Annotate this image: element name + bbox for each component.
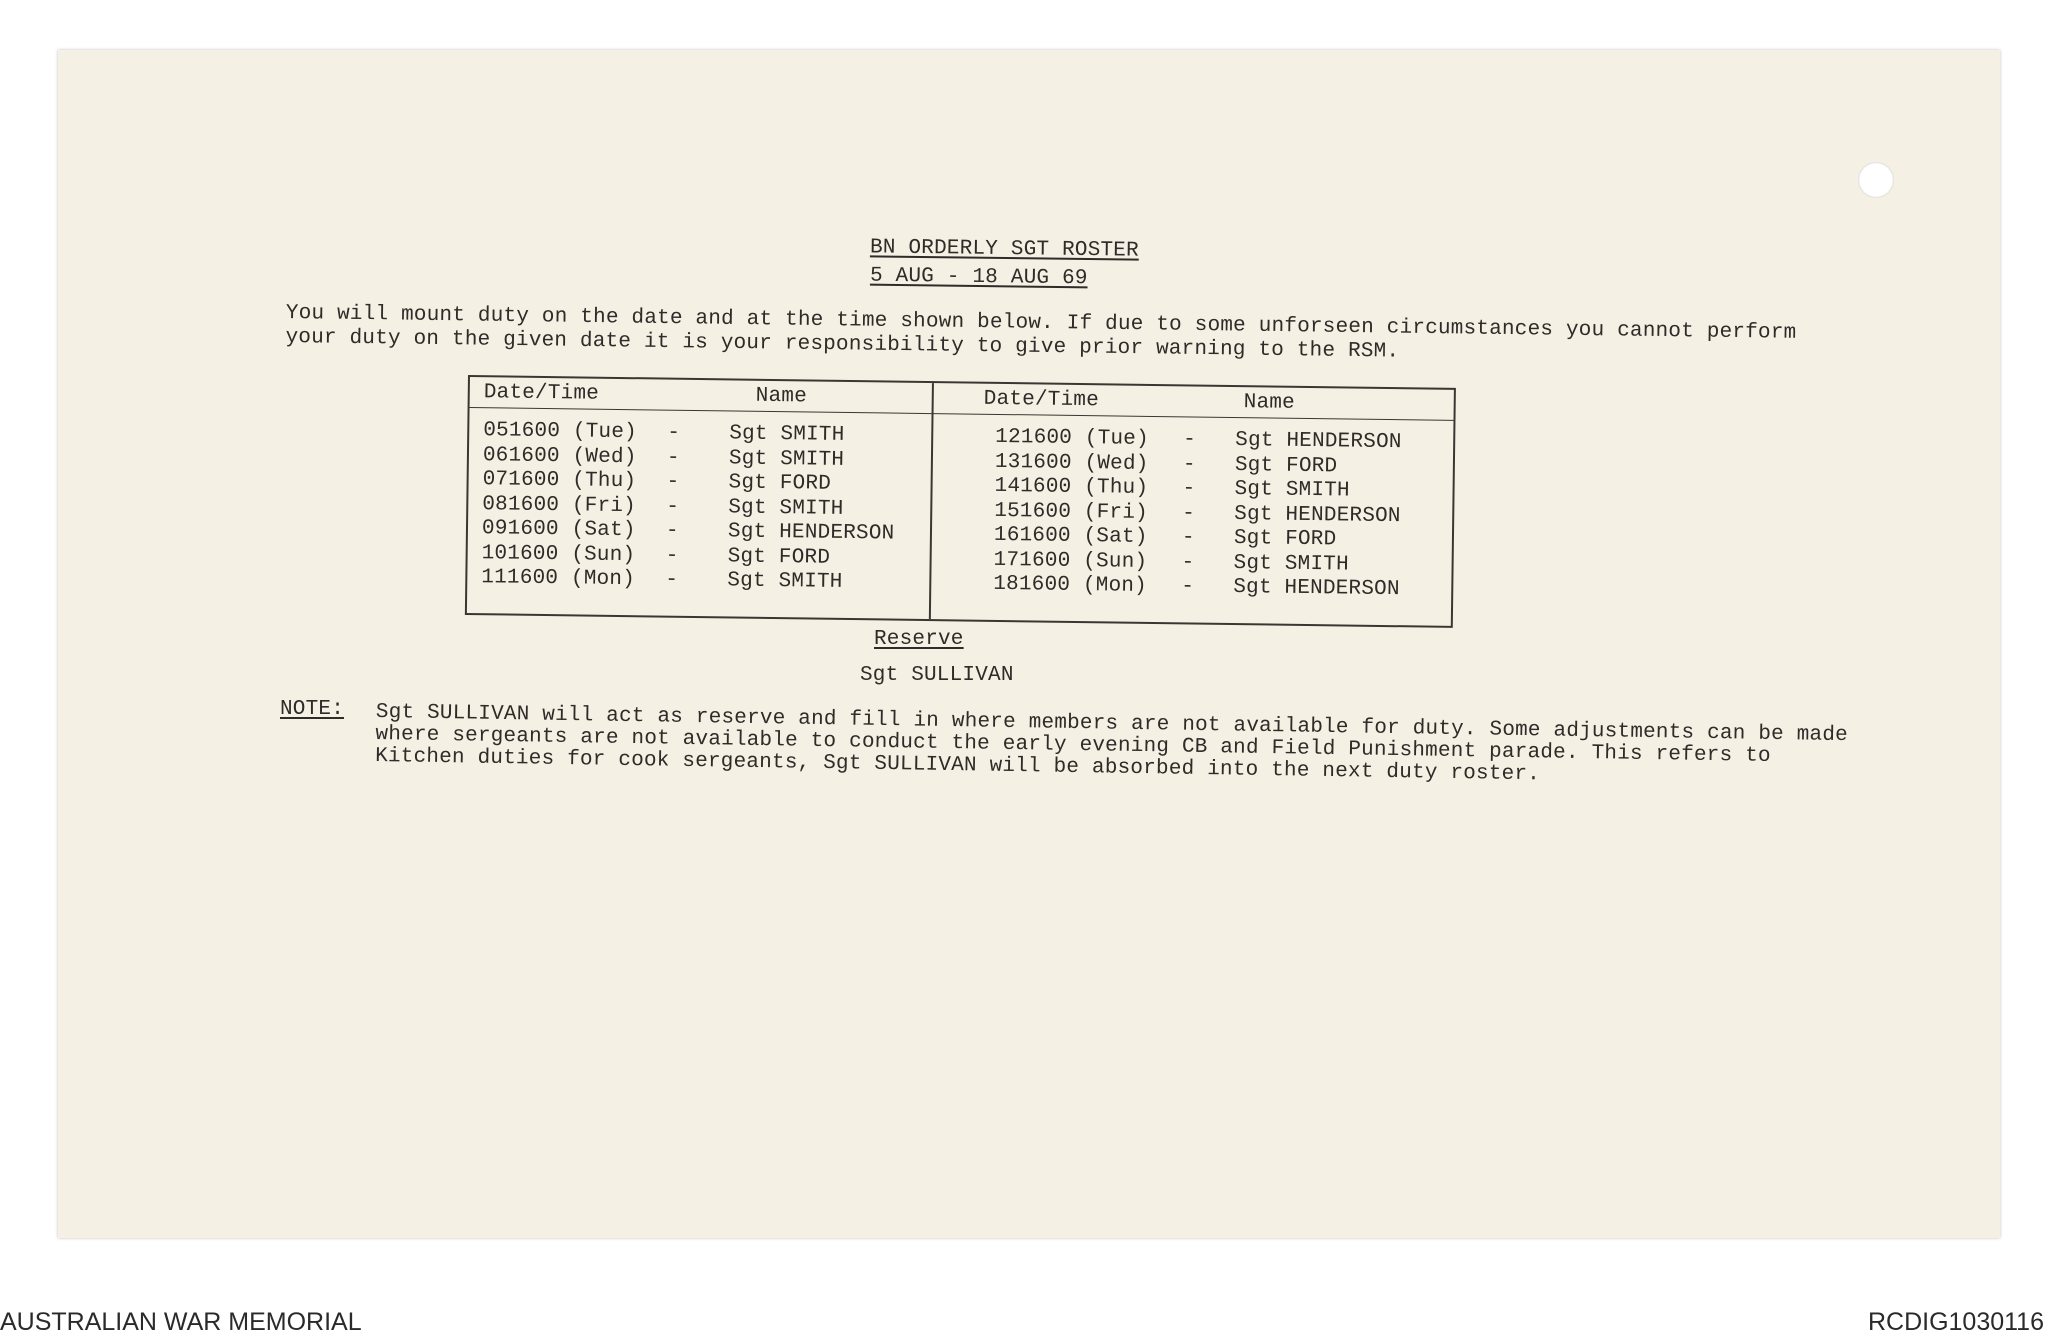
table-header	[470, 377, 932, 414]
row-name: Sgt FORD	[1233, 527, 1337, 552]
row-datetime: 101600 (Sun)	[481, 541, 636, 567]
row-dash: -	[1181, 575, 1195, 599]
reserve-label: Reserve	[874, 628, 964, 651]
row-dash: -	[666, 446, 680, 470]
row-datetime: 161600 (Sat)	[993, 523, 1148, 549]
row-name: Sgt HENDERSON	[1234, 502, 1401, 528]
row-name: Sgt SMITH	[728, 446, 845, 472]
row-name: Sgt HENDERSON	[1233, 576, 1400, 602]
reserve-name: Sgt SULLIVAN	[860, 664, 1014, 687]
row-name: Sgt SMITH	[728, 495, 844, 521]
note-text: Sgt SULLIVAN will act as reserve and fill in where members are not available for duty. Some adjustments can be made where sergeants are not available to conduct the early evening CB and Field Punishment parade. This refers to Kitchen duties for cook sergeants, Sgt SULLIVAN will be absorbed into the next duty roster.	[374, 701, 1849, 787]
row-name: Sgt HENDERSON	[727, 520, 895, 546]
footer-id: RCDIG1030116	[1867, 1308, 2044, 1336]
row-dash: -	[1181, 550, 1195, 575]
document-page	[58, 50, 2000, 1238]
header-datetime: Date/Time	[983, 387, 1100, 413]
roster-column-left	[467, 377, 934, 619]
row-dash: -	[665, 544, 679, 568]
row-name: Sgt SMITH	[1234, 478, 1350, 503]
table-header	[934, 383, 1454, 421]
row-dash: -	[665, 519, 679, 543]
roster-rows-left	[467, 419, 931, 597]
row-datetime: 061600 (Wed)	[482, 443, 637, 469]
row-datetime: 181600 (Mon)	[993, 572, 1148, 598]
row-datetime: 091600 (Sat)	[481, 517, 636, 543]
row-datetime: 141600 (Thu)	[994, 474, 1149, 500]
row-dash: -	[666, 470, 680, 494]
row-datetime: 081600 (Fri)	[482, 492, 637, 518]
row-name: Sgt SMITH	[727, 569, 843, 594]
document-title: BN ORDERLY SGT ROSTER	[869, 236, 1139, 263]
row-dash: -	[1181, 526, 1195, 550]
row-datetime: 071600 (Thu)	[482, 468, 637, 494]
row-name: Sgt SMITH	[729, 422, 845, 447]
header-name: Name	[755, 384, 808, 409]
row-datetime: 051600 (Tue)	[483, 419, 638, 445]
row-dash: -	[667, 421, 681, 445]
row-dash: -	[1183, 428, 1197, 452]
header-name: Name	[1243, 391, 1296, 415]
row-datetime: 171600 (Sun)	[993, 548, 1148, 574]
row-dash: -	[1182, 452, 1196, 477]
row-datetime: 151600 (Fri)	[994, 499, 1149, 525]
roster-table	[465, 375, 1456, 628]
row-datetime: 121600 (Tue)	[995, 425, 1149, 451]
row-dash: -	[666, 495, 680, 519]
header-datetime: Date/Time	[483, 381, 600, 406]
note-label: NOTE:	[280, 698, 345, 721]
row-datetime: 131600 (Wed)	[994, 450, 1149, 476]
row-name: Sgt FORD	[727, 544, 831, 570]
document-period: 5 AUG - 18 AUG 69	[869, 264, 1088, 291]
row-dash: -	[1182, 477, 1196, 501]
row-name: Sgt FORD	[1234, 453, 1338, 478]
row-dash: -	[1182, 501, 1196, 526]
row-name: Sgt SMITH	[1233, 551, 1349, 577]
roster-column-right	[931, 383, 1454, 626]
row-dash: -	[665, 568, 679, 592]
row-datetime: 111600 (Mon)	[481, 566, 636, 592]
table-row	[467, 566, 929, 597]
row-name: Sgt FORD	[728, 471, 832, 496]
footer-source: AUSTRALIAN WAR MEMORIAL	[0, 1308, 362, 1336]
intro-paragraph: You will mount duty on the date and at the time shown below. If due to some unforseen circumstances you cannot perform your duty on the given date it is your responsibility to give prior warning to the RSM.	[285, 302, 1797, 364]
row-name: Sgt HENDERSON	[1235, 429, 1402, 455]
roster-rows-right	[931, 425, 1453, 603]
punch-hole	[1858, 162, 1894, 198]
